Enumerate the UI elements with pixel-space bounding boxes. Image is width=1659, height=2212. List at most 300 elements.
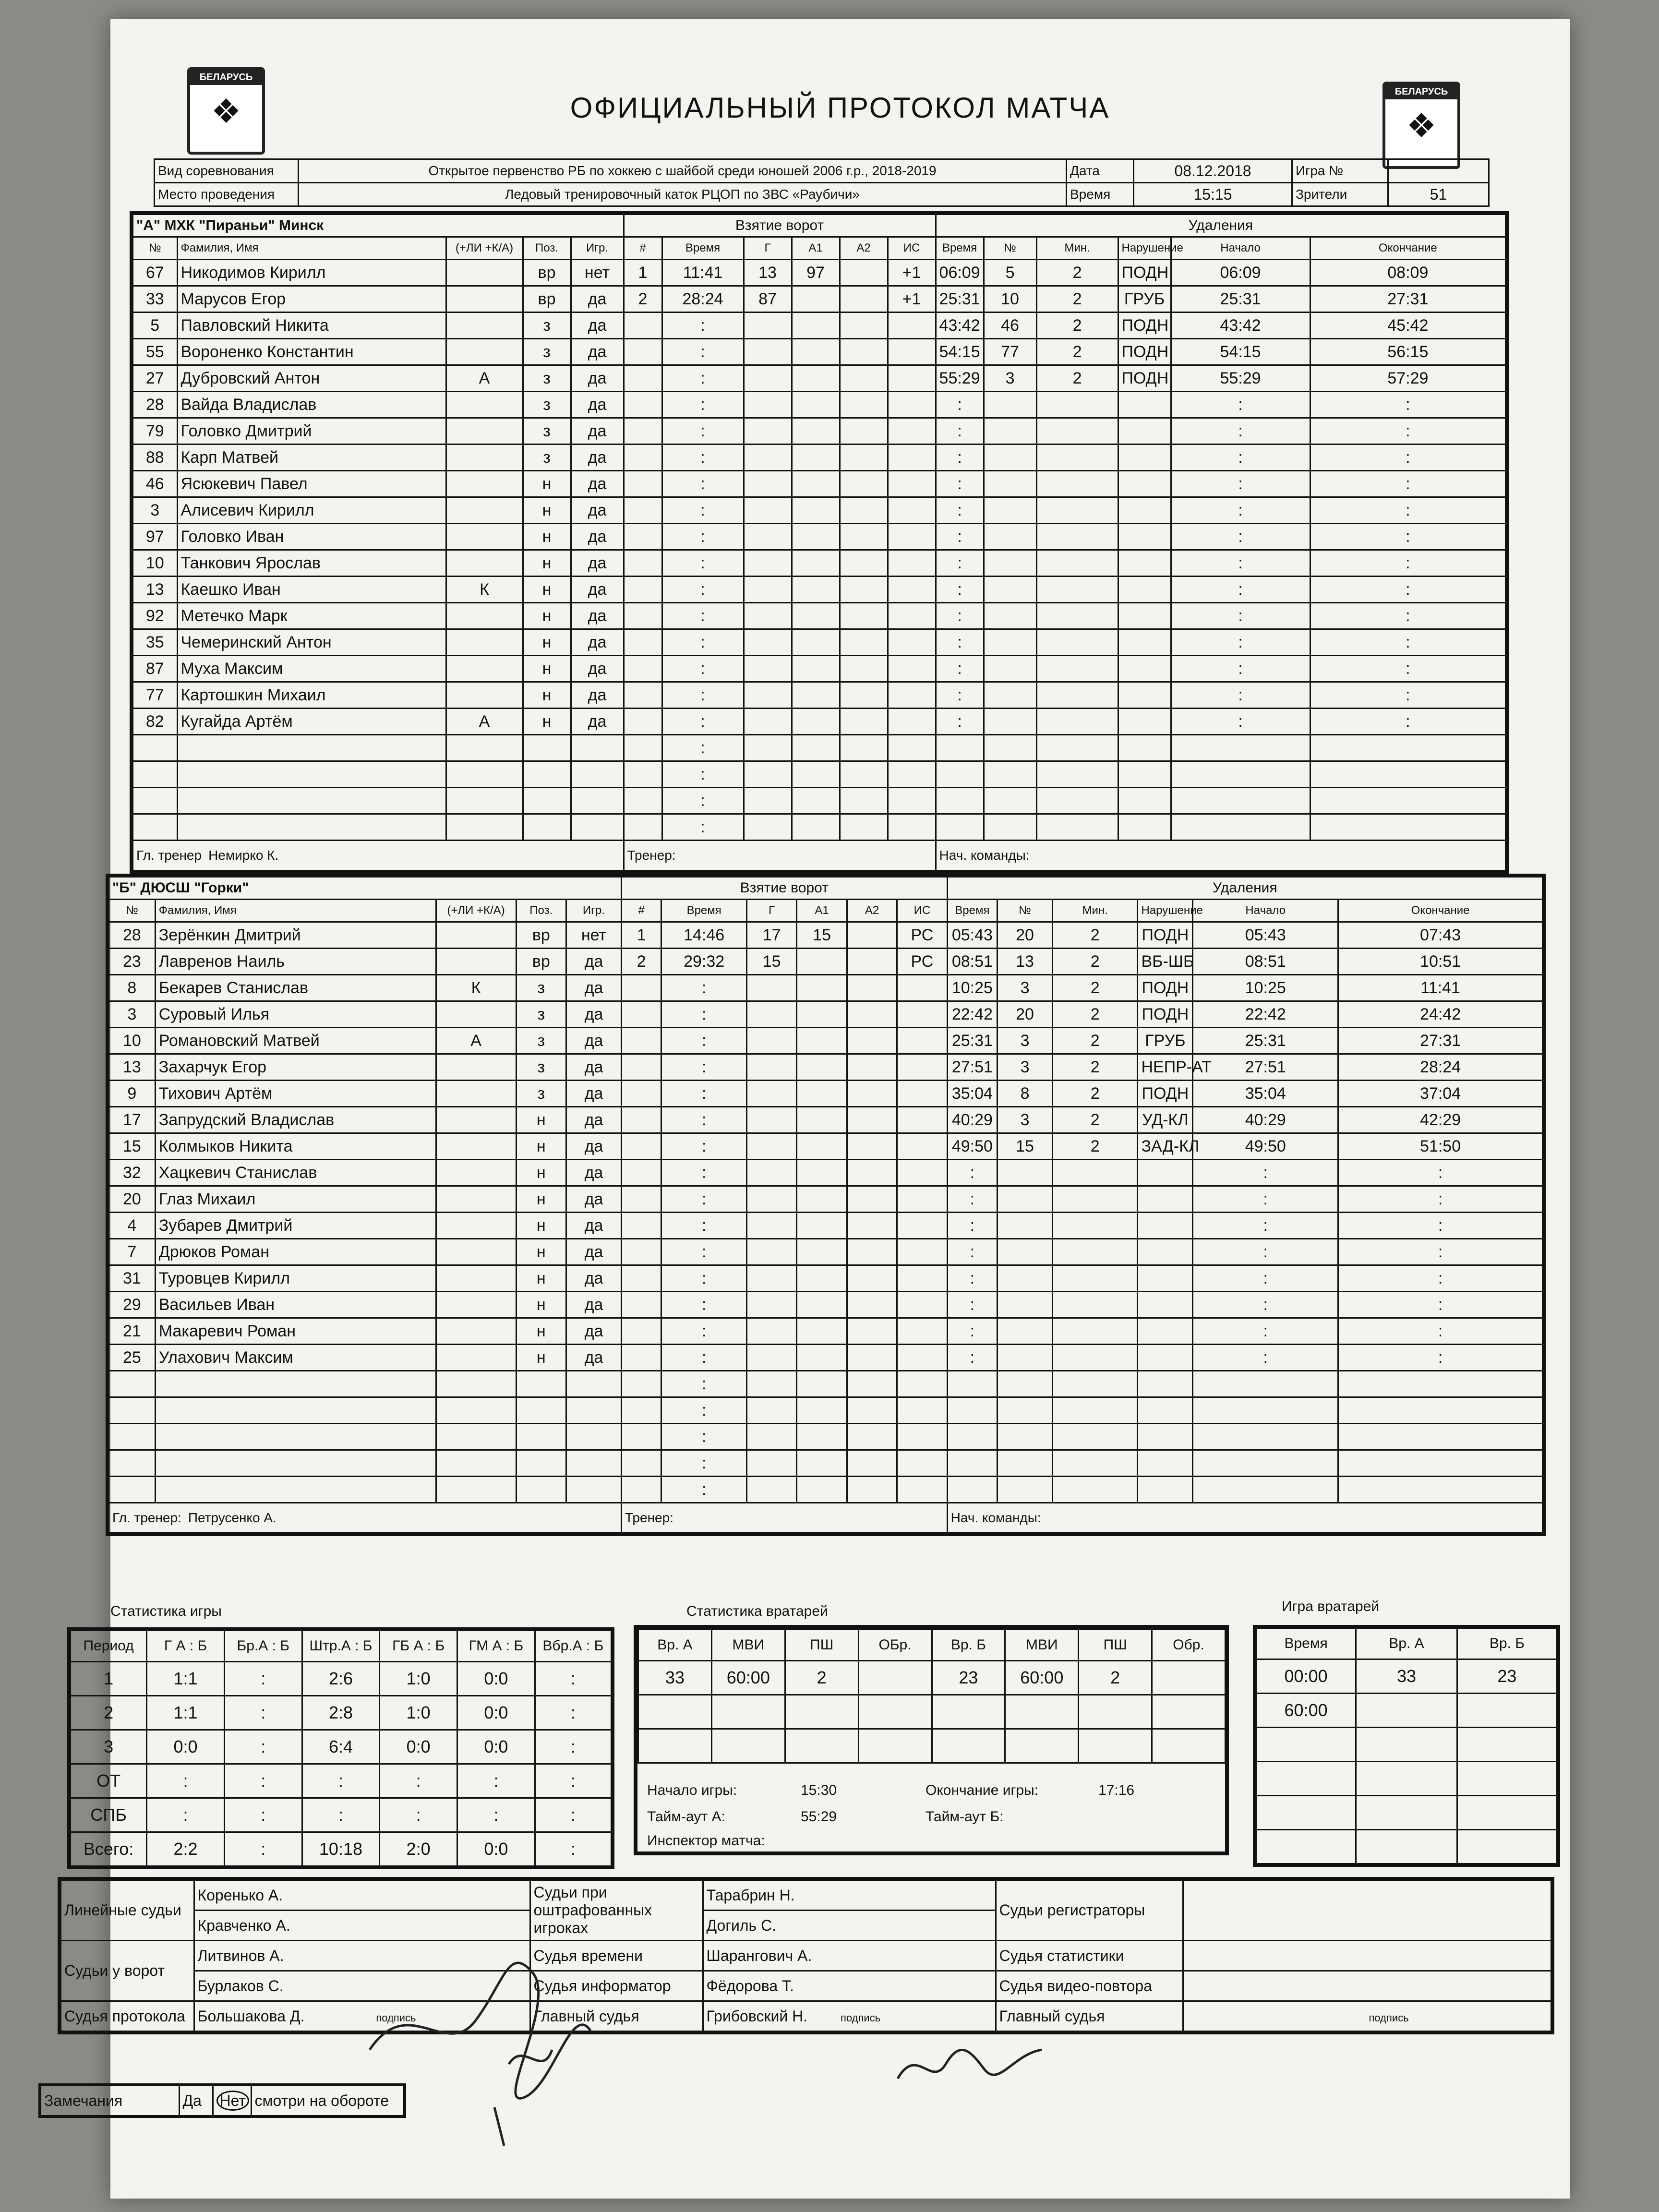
pen-start: : bbox=[1171, 709, 1310, 735]
goal-time: : bbox=[661, 1450, 747, 1477]
goal-a2 bbox=[847, 1345, 897, 1371]
pen-end: : bbox=[1338, 1292, 1544, 1318]
goal-g bbox=[746, 1265, 796, 1292]
goal-a1 bbox=[797, 1028, 847, 1054]
pen-start: : bbox=[1171, 497, 1310, 524]
player-role bbox=[436, 949, 516, 975]
player-played: да bbox=[566, 1318, 622, 1345]
player-number bbox=[108, 1450, 155, 1477]
player-played: да bbox=[571, 603, 624, 629]
goal-is bbox=[897, 1345, 947, 1371]
pen-number bbox=[984, 550, 1036, 577]
goal-a1 bbox=[792, 735, 840, 761]
goal-n bbox=[624, 392, 662, 418]
goal-time: : bbox=[662, 709, 744, 735]
goal-n bbox=[621, 975, 661, 1001]
player-number: 77 bbox=[132, 682, 177, 709]
player-position: н bbox=[523, 497, 571, 524]
goalie-stat-cell: 60:00 bbox=[711, 1661, 785, 1695]
goal-a1 bbox=[792, 313, 840, 339]
pen-infraction bbox=[1118, 761, 1171, 788]
player-name: Суровый Илья bbox=[155, 1001, 436, 1028]
pen-start: : bbox=[1193, 1160, 1338, 1186]
goalie-stats-box bbox=[634, 1625, 1229, 1855]
stat-cell: СПБ bbox=[69, 1798, 147, 1832]
pen-infraction: НЕПР-АТ bbox=[1138, 1054, 1193, 1081]
goal-n bbox=[624, 603, 662, 629]
pen-end: 10:51 bbox=[1338, 949, 1544, 975]
goal-is bbox=[897, 1186, 947, 1213]
player-role bbox=[436, 1265, 516, 1292]
col-pen-number: № bbox=[998, 900, 1053, 922]
player-position: вр bbox=[516, 922, 566, 949]
col-extra: (+ЛИ +К/А) bbox=[436, 900, 516, 922]
player-position bbox=[516, 1450, 566, 1477]
pen-infraction: ГРУБ bbox=[1118, 286, 1171, 313]
player-played: да bbox=[566, 1133, 622, 1160]
stat-cell: 0:0 bbox=[380, 1730, 457, 1764]
pen-start: 35:04 bbox=[1193, 1081, 1338, 1107]
game-no-value bbox=[1388, 159, 1489, 183]
goal-g bbox=[744, 709, 792, 735]
penalty-judges-label: Судьи при оштрафованных игроках bbox=[530, 1879, 703, 1941]
goal-g bbox=[746, 1107, 796, 1133]
goal-a2 bbox=[847, 1160, 897, 1186]
linesman-1: Коренько А. bbox=[194, 1879, 530, 1911]
informer-label: Судья информатор bbox=[530, 1971, 703, 2001]
goal-time: : bbox=[661, 1318, 747, 1345]
stat-cell: 1:0 bbox=[380, 1662, 457, 1696]
logo-caption: БЕЛАРУСЬ bbox=[1385, 84, 1457, 99]
col-position: Поз. bbox=[523, 237, 571, 260]
goal-a2 bbox=[840, 709, 888, 735]
player-position bbox=[516, 1477, 566, 1503]
goalie-stat-cell bbox=[858, 1695, 932, 1729]
goal-a1 bbox=[792, 339, 840, 365]
player-role bbox=[446, 497, 523, 524]
player-position: з bbox=[516, 1054, 566, 1081]
goal-a1 bbox=[792, 682, 840, 709]
pen-number bbox=[998, 1186, 1053, 1213]
team-b-table bbox=[106, 874, 1546, 1536]
goal-n bbox=[624, 814, 662, 841]
table-row bbox=[638, 1661, 1226, 1695]
goal-a1 bbox=[797, 1133, 847, 1160]
goal-time: : bbox=[661, 1028, 747, 1054]
pen-time: 40:29 bbox=[947, 1107, 997, 1133]
goal-a2 bbox=[840, 339, 888, 365]
pen-infraction bbox=[1138, 1160, 1193, 1186]
table-row bbox=[132, 709, 1507, 735]
pen-minutes bbox=[1052, 1160, 1138, 1186]
table-row bbox=[1255, 1830, 1558, 1865]
table-row bbox=[108, 975, 1544, 1001]
goal-g bbox=[746, 1239, 796, 1265]
pen-end: : bbox=[1310, 524, 1507, 550]
chief-referee-value bbox=[1183, 2001, 1552, 2033]
pen-minutes bbox=[1052, 1239, 1138, 1265]
goal-n bbox=[621, 1345, 661, 1371]
goalie-stat-cell bbox=[858, 1661, 932, 1695]
goal-is: РС bbox=[897, 922, 947, 949]
game-start-value: 15:30 bbox=[801, 1782, 837, 1798]
table-row bbox=[108, 1318, 1544, 1345]
pen-end bbox=[1310, 735, 1507, 761]
goal-time: : bbox=[662, 735, 744, 761]
pen-time bbox=[936, 814, 984, 841]
player-name: Вайда Владислав bbox=[177, 392, 446, 418]
goal-is bbox=[888, 577, 936, 603]
goal-time: : bbox=[662, 339, 744, 365]
player-played: да bbox=[566, 1239, 622, 1265]
goal-a1 bbox=[792, 788, 840, 814]
player-number: 13 bbox=[132, 577, 177, 603]
table-row bbox=[69, 1764, 613, 1798]
player-role bbox=[436, 1054, 516, 1081]
player-role bbox=[446, 339, 523, 365]
pen-number: 8 bbox=[998, 1081, 1053, 1107]
goal-is bbox=[888, 497, 936, 524]
goal-n bbox=[624, 656, 662, 682]
goal-g bbox=[746, 1292, 796, 1318]
goal-a1 bbox=[797, 1213, 847, 1239]
goal-time: : bbox=[662, 471, 744, 497]
player-role bbox=[446, 524, 523, 550]
pen-time bbox=[947, 1450, 997, 1477]
player-position: н bbox=[523, 603, 571, 629]
goal-g bbox=[744, 471, 792, 497]
goal-a1: 97 bbox=[792, 260, 840, 286]
spectators-value: 51 bbox=[1388, 183, 1489, 206]
goal-n bbox=[621, 1292, 661, 1318]
pen-time: 35:04 bbox=[947, 1081, 997, 1107]
goal-a2 bbox=[847, 1371, 897, 1397]
head-coach bbox=[132, 841, 624, 872]
pen-end: : bbox=[1310, 656, 1507, 682]
goal-is bbox=[897, 1239, 947, 1265]
pen-time: 25:31 bbox=[936, 286, 984, 313]
pen-time: 27:51 bbox=[947, 1054, 997, 1081]
player-number: 20 bbox=[108, 1186, 155, 1213]
goal-n bbox=[621, 1133, 661, 1160]
goal-n bbox=[621, 1186, 661, 1213]
col-goal-no: # bbox=[624, 237, 662, 260]
goal-g bbox=[746, 1081, 796, 1107]
goal-is bbox=[897, 1424, 947, 1450]
player-name: Чемеринский Антон bbox=[177, 629, 446, 656]
pen-start: : bbox=[1193, 1186, 1338, 1213]
remarks-no[interactable] bbox=[213, 2085, 251, 2116]
pen-minutes: 2 bbox=[1036, 286, 1118, 313]
player-number: 3 bbox=[132, 497, 177, 524]
player-number bbox=[108, 1424, 155, 1450]
pen-infraction bbox=[1118, 682, 1171, 709]
goal-g bbox=[746, 1186, 796, 1213]
table-row bbox=[108, 1371, 1544, 1397]
pen-minutes bbox=[1052, 1292, 1138, 1318]
goal-g bbox=[746, 1371, 796, 1397]
pen-start: : bbox=[1171, 524, 1310, 550]
player-played: да bbox=[566, 1186, 622, 1213]
player-number: 23 bbox=[108, 949, 155, 975]
pen-start bbox=[1193, 1477, 1338, 1503]
signature-scribble bbox=[350, 1906, 734, 2155]
player-position: н bbox=[516, 1292, 566, 1318]
goal-a2 bbox=[840, 365, 888, 392]
goal-a2 bbox=[840, 682, 888, 709]
table-row bbox=[132, 656, 1507, 682]
goal-a1: 15 bbox=[797, 922, 847, 949]
goal-n bbox=[624, 682, 662, 709]
pen-number: 77 bbox=[984, 339, 1036, 365]
col-pen-min: Мин. bbox=[1036, 237, 1118, 260]
remarks-see-back: смотри на обороте bbox=[251, 2085, 405, 2116]
pen-time bbox=[947, 1371, 997, 1397]
player-position: н bbox=[523, 709, 571, 735]
goalie-game-cell bbox=[1255, 1728, 1356, 1762]
pen-time: : bbox=[947, 1239, 997, 1265]
player-position: вр bbox=[516, 949, 566, 975]
table-row bbox=[1255, 1796, 1558, 1830]
goal-a1 bbox=[792, 497, 840, 524]
pen-infraction bbox=[1138, 1450, 1193, 1477]
goal-a1 bbox=[797, 1265, 847, 1292]
coach-field bbox=[624, 841, 936, 872]
pen-start: 55:29 bbox=[1171, 365, 1310, 392]
player-played bbox=[571, 788, 624, 814]
goalie-game-cell bbox=[1356, 1728, 1457, 1762]
goalie-game-cell bbox=[1457, 1762, 1558, 1796]
stat-cell: Всего: bbox=[69, 1832, 147, 1868]
stat-cell: : bbox=[535, 1764, 613, 1798]
goal-is bbox=[888, 709, 936, 735]
table-row bbox=[132, 392, 1507, 418]
stats-judge-value bbox=[1183, 1941, 1552, 1971]
stat-cell: : bbox=[302, 1764, 380, 1798]
col-infraction: Нарушение bbox=[1138, 900, 1193, 922]
goal-a1 bbox=[792, 761, 840, 788]
pen-minutes: 2 bbox=[1036, 313, 1118, 339]
player-name bbox=[177, 761, 446, 788]
player-role bbox=[446, 814, 523, 841]
pen-end: : bbox=[1310, 629, 1507, 656]
player-number: 88 bbox=[132, 445, 177, 471]
pen-number bbox=[998, 1371, 1053, 1397]
col-pen-end: Окончание bbox=[1310, 237, 1507, 260]
goal-g bbox=[744, 313, 792, 339]
pen-infraction bbox=[1138, 1239, 1193, 1265]
goal-is bbox=[897, 1265, 947, 1292]
player-number: 82 bbox=[132, 709, 177, 735]
goal-n bbox=[621, 1397, 661, 1424]
goal-g bbox=[744, 603, 792, 629]
goal-is bbox=[888, 656, 936, 682]
video-judge-label: Судья видео-повтора bbox=[996, 1971, 1183, 2001]
goal-a1 bbox=[797, 1186, 847, 1213]
goal-time: : bbox=[661, 1107, 747, 1133]
pen-infraction: ПОДН bbox=[1138, 975, 1193, 1001]
table-row bbox=[132, 814, 1507, 841]
pen-number bbox=[998, 1265, 1053, 1292]
goal-a2 bbox=[840, 814, 888, 841]
game-end-value: 17:16 bbox=[1098, 1782, 1135, 1798]
goal-n bbox=[624, 788, 662, 814]
goal-a1 bbox=[792, 577, 840, 603]
pen-minutes bbox=[1036, 550, 1118, 577]
player-role bbox=[446, 735, 523, 761]
pen-time bbox=[947, 1424, 997, 1450]
goal-a2 bbox=[847, 975, 897, 1001]
goalie-stat-cell bbox=[1079, 1729, 1152, 1763]
head-coach-label: Гл. тренер: bbox=[112, 1510, 181, 1525]
goal-g bbox=[744, 788, 792, 814]
table-row bbox=[108, 1054, 1544, 1081]
goal-time: : bbox=[661, 1054, 747, 1081]
stat-cell: 1 bbox=[69, 1662, 147, 1696]
table-row bbox=[108, 1239, 1544, 1265]
table-row bbox=[69, 1798, 613, 1832]
pen-time: : bbox=[936, 497, 984, 524]
player-position: з bbox=[523, 418, 571, 445]
pen-time: : bbox=[936, 629, 984, 656]
pen-start bbox=[1193, 1424, 1338, 1450]
goal-time: : bbox=[661, 1081, 747, 1107]
penalty-judge-2: Догиль С. bbox=[703, 1911, 996, 1941]
table-row bbox=[69, 1730, 613, 1764]
scorer-name: Большакова Д. bbox=[197, 2007, 305, 2025]
pen-number: 3 bbox=[984, 365, 1036, 392]
goal-g bbox=[744, 550, 792, 577]
player-number: 29 bbox=[108, 1292, 155, 1318]
pen-number bbox=[984, 761, 1036, 788]
player-role bbox=[446, 286, 523, 313]
ornament-icon: ❖ bbox=[1406, 107, 1437, 144]
pen-start bbox=[1171, 735, 1310, 761]
goal-time: : bbox=[661, 1477, 747, 1503]
pen-number bbox=[984, 392, 1036, 418]
pen-number bbox=[998, 1424, 1053, 1450]
goal-time: : bbox=[661, 1292, 747, 1318]
pen-time: : bbox=[947, 1318, 997, 1345]
player-position: з bbox=[516, 1028, 566, 1054]
col-pen-time: Время bbox=[947, 900, 997, 922]
goal-a1 bbox=[797, 1397, 847, 1424]
goal-g: 13 bbox=[744, 260, 792, 286]
date-value: 08.12.2018 bbox=[1134, 159, 1292, 183]
player-played bbox=[566, 1424, 622, 1450]
goal-is bbox=[897, 1054, 947, 1081]
goalie-game-cell bbox=[1255, 1830, 1356, 1865]
player-played bbox=[571, 761, 624, 788]
player-role bbox=[446, 418, 523, 445]
player-position bbox=[523, 814, 571, 841]
player-played: да bbox=[571, 577, 624, 603]
pen-number bbox=[984, 524, 1036, 550]
goal-is bbox=[897, 1001, 947, 1028]
goal-a2 bbox=[840, 629, 888, 656]
pen-end: 45:42 bbox=[1310, 313, 1507, 339]
player-number: 31 bbox=[108, 1265, 155, 1292]
player-position: н bbox=[516, 1345, 566, 1371]
remarks-label: Замечания bbox=[40, 2085, 179, 2116]
game-stats-header: Период bbox=[69, 1629, 147, 1662]
goal-a2 bbox=[840, 761, 888, 788]
goal-g bbox=[746, 1028, 796, 1054]
pen-time: : bbox=[947, 1292, 997, 1318]
table-row bbox=[108, 1265, 1544, 1292]
pen-end bbox=[1310, 788, 1507, 814]
pen-number: 46 bbox=[984, 313, 1036, 339]
goal-g bbox=[744, 814, 792, 841]
goal-g bbox=[746, 1160, 796, 1186]
goal-g: 87 bbox=[744, 286, 792, 313]
player-position: з bbox=[516, 1081, 566, 1107]
player-played: да bbox=[571, 418, 624, 445]
pen-infraction bbox=[1118, 524, 1171, 550]
remarks-yes[interactable]: Да bbox=[179, 2085, 213, 2116]
pen-end: : bbox=[1310, 471, 1507, 497]
player-played bbox=[566, 1397, 622, 1424]
goal-n bbox=[621, 1371, 661, 1397]
goal-a1 bbox=[792, 603, 840, 629]
goal-n bbox=[621, 1160, 661, 1186]
head-coach bbox=[108, 1503, 621, 1535]
table-row bbox=[108, 922, 1544, 949]
goal-a1 bbox=[797, 975, 847, 1001]
player-role bbox=[436, 1397, 516, 1424]
goal-g: 17 bbox=[746, 922, 796, 949]
player-position: вр bbox=[523, 260, 571, 286]
player-played: да bbox=[566, 1001, 622, 1028]
player-number: 32 bbox=[108, 1160, 155, 1186]
pen-number bbox=[998, 1450, 1053, 1477]
pen-infraction: ПОДН bbox=[1118, 260, 1171, 286]
pen-number bbox=[984, 603, 1036, 629]
pen-start: 54:15 bbox=[1171, 339, 1310, 365]
goal-time: : bbox=[662, 761, 744, 788]
player-position bbox=[523, 788, 571, 814]
game-start-label: Начало игры: bbox=[647, 1782, 737, 1798]
player-name: Романовский Матвей bbox=[155, 1028, 436, 1054]
goal-n: 1 bbox=[621, 922, 661, 949]
goalie-stat-cell: 2 bbox=[1079, 1661, 1152, 1695]
table-row bbox=[108, 1345, 1544, 1371]
pen-end: : bbox=[1310, 445, 1507, 471]
penalty-judge-1: Тарабрин Н. bbox=[703, 1879, 996, 1911]
stat-cell: 2:0 bbox=[380, 1832, 457, 1868]
table-row bbox=[108, 1028, 1544, 1054]
pen-infraction bbox=[1138, 1213, 1193, 1239]
table-row bbox=[638, 1729, 1226, 1763]
pen-end: 28:24 bbox=[1338, 1054, 1544, 1081]
goal-is bbox=[897, 1477, 947, 1503]
goal-n: 1 bbox=[624, 260, 662, 286]
goal-n bbox=[624, 418, 662, 445]
goalie-stats-header: МВИ bbox=[1005, 1630, 1079, 1661]
goal-n bbox=[624, 550, 662, 577]
goal-g bbox=[746, 1424, 796, 1450]
referee-label: Главный судья bbox=[530, 2001, 703, 2033]
table-row bbox=[1255, 1694, 1558, 1728]
goalie-stat-cell bbox=[932, 1695, 1005, 1729]
player-role bbox=[436, 1081, 516, 1107]
col-pen-time: Время bbox=[936, 237, 984, 260]
pen-number bbox=[998, 1292, 1053, 1318]
goal-a2 bbox=[840, 418, 888, 445]
goal-judge-2: Бурлаков С. bbox=[194, 1971, 530, 2001]
pen-start: 22:42 bbox=[1193, 1001, 1338, 1028]
pen-infraction bbox=[1118, 418, 1171, 445]
